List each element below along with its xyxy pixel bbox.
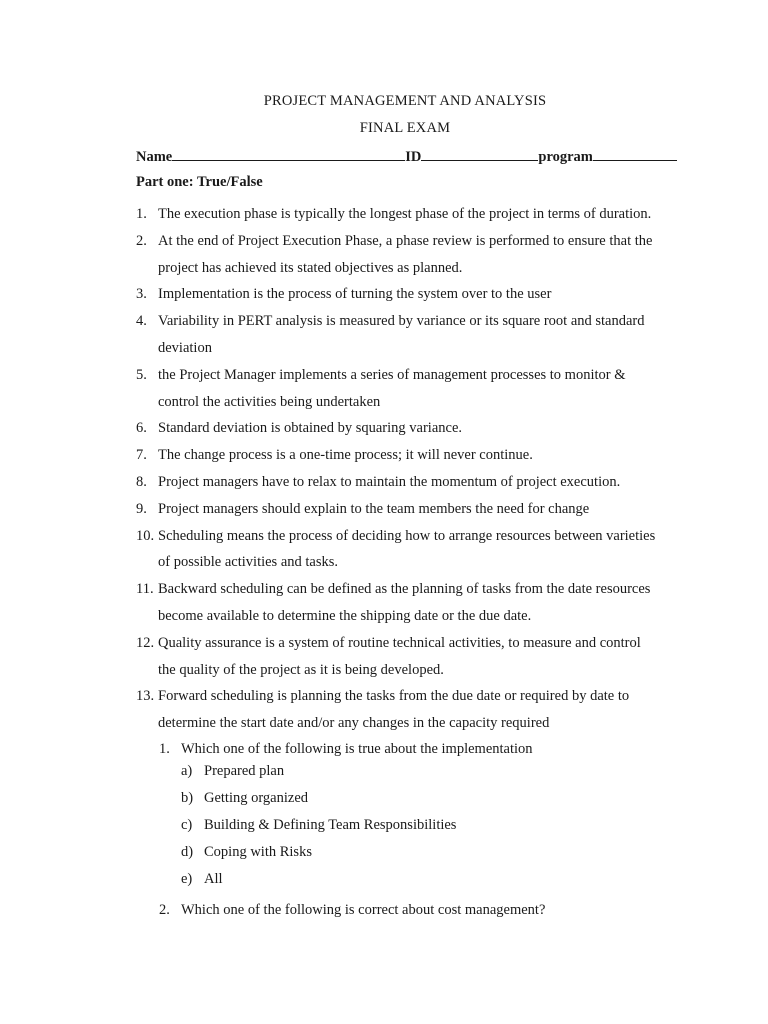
tf-item-text: The execution phase is typically the longest phase of the project in terms of duration. bbox=[158, 206, 652, 222]
tf-item bbox=[136, 630, 696, 684]
mc-option-text: Coping with Risks bbox=[204, 844, 312, 860]
mc-option-letter: b) bbox=[181, 790, 194, 806]
mc-option-text: Building & Defining Team Responsibilities bbox=[204, 817, 457, 833]
id-label: ID bbox=[405, 149, 422, 165]
tf-item-number: 4. bbox=[136, 313, 147, 330]
name-label: Name bbox=[136, 149, 173, 165]
tf-item-text: determine the start date and/or any changes in the capacity required bbox=[158, 715, 550, 732]
tf-item-text: the quality of the project as it is being developed. bbox=[158, 661, 444, 678]
tf-item-number: 3. bbox=[136, 286, 147, 303]
tf-item-text: Project managers should explain to the team members the need for change bbox=[158, 500, 590, 517]
tf-item-number: 9. bbox=[136, 500, 147, 517]
exam-subtitle: FINAL EXAM bbox=[359, 120, 451, 136]
tf-item-number: 10. bbox=[136, 527, 155, 544]
tf-item-number: 8. bbox=[136, 474, 147, 490]
tf-item-text: become available to determine the shipping date or the due date. bbox=[158, 607, 532, 624]
mc-option-letter: d) bbox=[181, 844, 194, 860]
mc-question-number: 2. bbox=[159, 902, 170, 918]
tf-item-number: 1. bbox=[136, 206, 147, 222]
tf-item-number: 11. bbox=[136, 581, 154, 598]
tf-item-text: At the end of Project Execution Phase, a phase review is performed to ensure that the bbox=[158, 232, 653, 249]
id-blank[interactable] bbox=[421, 147, 538, 161]
tf-item-text: Standard deviation is obtained by squaring variance. bbox=[158, 420, 463, 437]
mc-option-text: Prepared plan bbox=[204, 763, 285, 779]
tf-item-text: Implementation is the process of turning the system over to the user bbox=[158, 286, 552, 303]
program-blank[interactable] bbox=[593, 147, 677, 161]
tf-item-text: deviation bbox=[158, 339, 212, 356]
tf-item bbox=[136, 496, 696, 523]
tf-item-number: 6. bbox=[136, 420, 147, 437]
tf-item-number: 5. bbox=[136, 366, 147, 383]
mc-question-number: 1. bbox=[159, 741, 170, 757]
mc-option-letter: e) bbox=[181, 871, 193, 887]
tf-item-text: Variability in PERT analysis is measured by variance or its square root and standard bbox=[158, 313, 645, 330]
tf-item-text: Backward scheduling can be defined as the planning of tasks from the date resources bbox=[158, 581, 651, 598]
tf-item-number: 7. bbox=[136, 447, 147, 464]
program-label: program bbox=[538, 149, 593, 165]
name-blank[interactable] bbox=[172, 147, 405, 161]
tf-item-text: Quality assurance is a system of routine technical activities, to measure and control bbox=[158, 634, 641, 651]
mc-option-letter: c) bbox=[181, 817, 193, 833]
tf-item bbox=[136, 415, 696, 442]
tf-item bbox=[136, 442, 696, 469]
tf-item-text: project has achieved its stated objectives as planned. bbox=[158, 259, 463, 276]
tf-item-text: of possible activities and tasks. bbox=[158, 554, 339, 571]
tf-item bbox=[136, 228, 696, 282]
mc-question-text: Which one of the following is correct about cost management? bbox=[181, 902, 546, 918]
tf-item bbox=[136, 523, 696, 577]
tf-item bbox=[136, 201, 696, 228]
tf-item-number: 13. bbox=[136, 688, 155, 705]
student-info-line bbox=[136, 147, 677, 166]
tf-item-number: 12. bbox=[136, 634, 155, 651]
tf-item bbox=[136, 362, 696, 416]
tf-item bbox=[136, 683, 696, 737]
tf-item bbox=[136, 308, 696, 362]
tf-item-text: Forward scheduling is planning the tasks from the due date or required by date to bbox=[158, 688, 630, 705]
mc-question-text: Which one of the following is true about the implementation bbox=[181, 741, 533, 757]
tf-item-text: control the activities being undertaken bbox=[158, 393, 381, 410]
tf-item-text: Project managers have to relax to maintain the momentum of project execution. bbox=[158, 474, 621, 490]
tf-item-text: The change process is a one-time process; it will never continue. bbox=[158, 447, 533, 464]
part-one-heading: Part one: True/False bbox=[136, 174, 263, 190]
mc-option-text: Getting organized bbox=[204, 790, 309, 806]
tf-item-number: 2. bbox=[136, 232, 147, 249]
tf-item bbox=[136, 281, 696, 308]
mc-option-letter: a) bbox=[181, 763, 193, 779]
tf-item-text: the Project Manager implements a series of management processes to monitor & bbox=[158, 366, 626, 383]
tf-item-text: Scheduling means the process of deciding how to arrange resources between varieties bbox=[158, 527, 656, 544]
mc-option-text: All bbox=[204, 871, 223, 887]
tf-item bbox=[136, 469, 696, 496]
tf-item bbox=[136, 576, 696, 630]
exam-title: PROJECT MANAGEMENT AND ANALYSIS bbox=[263, 93, 547, 109]
